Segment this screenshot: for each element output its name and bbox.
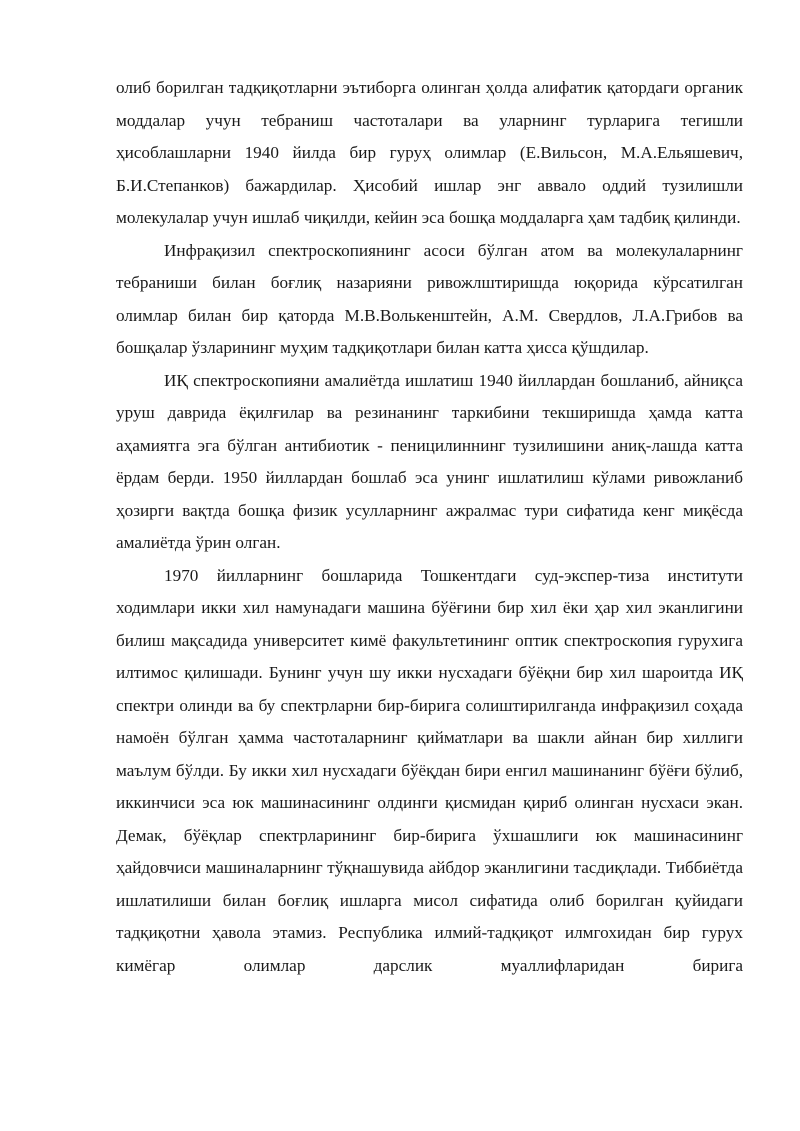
- paragraph-continuation: олиб борилган тадқиқотларни эътиборга олинган ҳолда алифатик қатордаги органик моддалар учун тебраниш частоталари ва уларнинг турларига тегишли ҳисоблашларни 1940 йилда бир гуруҳ олимлар (Е.Вильсон, М.А.Ельяшевич, Б.И.Степанков) бажардилар. Ҳисобий ишлар энг аввало оддий тузилишли молекулалар учун ишлаб чиқилди, кейин эса бошқа моддаларга ҳам тадбиқ қилинди.: [116, 78, 743, 227]
- body-text: [116, 72, 743, 982]
- paragraph-forensic-example: 1970 йилларнинг бошларида Тошкентдаги суд-экспер-тиза институти ходимлари икки хил намунадаги машина бўёғини бир хил ёки ҳар хил эканлигини билиш мақсадида университет кимё факультетининг оптик спектроскопия гурухига илтимос қилишади. Бунинг учун шу икки нусхадаги бўёқни бир хил шароитда ИҚ спектри олинди ва бу спектрларни бир-бирига солиштирилганда инфрақизил соҳада намоён бўлган ҳамма частоталарнинг қийматлари ва шакли айнан бир хиллиги маълум бўлди. Бу икки хил нусхадаги бўёқдан бири енгил машинанинг бўёғи бўлиб, иккинчиси эса юк машинасининг олдинги қисмидан қириб олинган нусхаси экан. Демак, бўёқлар спектрларининг бир-бирига ўхшашлиги юк машинасининг ҳайдовчиси машиналарнинг тўқнашувида айбдор эканлигини тасдиқлади. Тиббиётда ишлатилиши билан боғлиқ ишларга мисол сифатида олиб борилган қуйидаги тадқиқотни ҳавола этамиз. Республика илмий-тадқиқот илмгохидан бир гурух кимёгар олимлар дарслик муаллифларидан бирига: [116, 565, 743, 975]
- paragraph-ir-theory: Инфрақизил спектроскопиянинг асоси бўлган атом ва молекулаларнинг тебраниши билан боғлиқ назарияни ривожлштиришда юқорида кўрсатилган олимлар билан бир қаторда М.В.Волькенштейн, А.М. Свердлов, Л.А.Грибов ва бошқалар ўзларининг муҳим тадқиқотлари билан катта ҳисса қўшдилар.: [116, 240, 743, 357]
- paragraph-ir-applications: ИҚ спектроскопияни амалиётда ишлатиш 1940 йиллардан бошланиб, айниқса уруш даврида ёқилғилар ва резинанинг таркибини текширишда ҳамда катта аҳамиятга эга бўлган антибиотик - пеницилиннинг тузилишини аниқ-лашда катта ёрдам берди. 1950 йиллардан бошлаб эса унинг ишлатилиш кўлами ривожланиб ҳозирги вақтда бошқа физик усулларнинг ажралмас тури сифатида кенг миқёсда амалиётда ўрин олган.: [116, 370, 743, 552]
